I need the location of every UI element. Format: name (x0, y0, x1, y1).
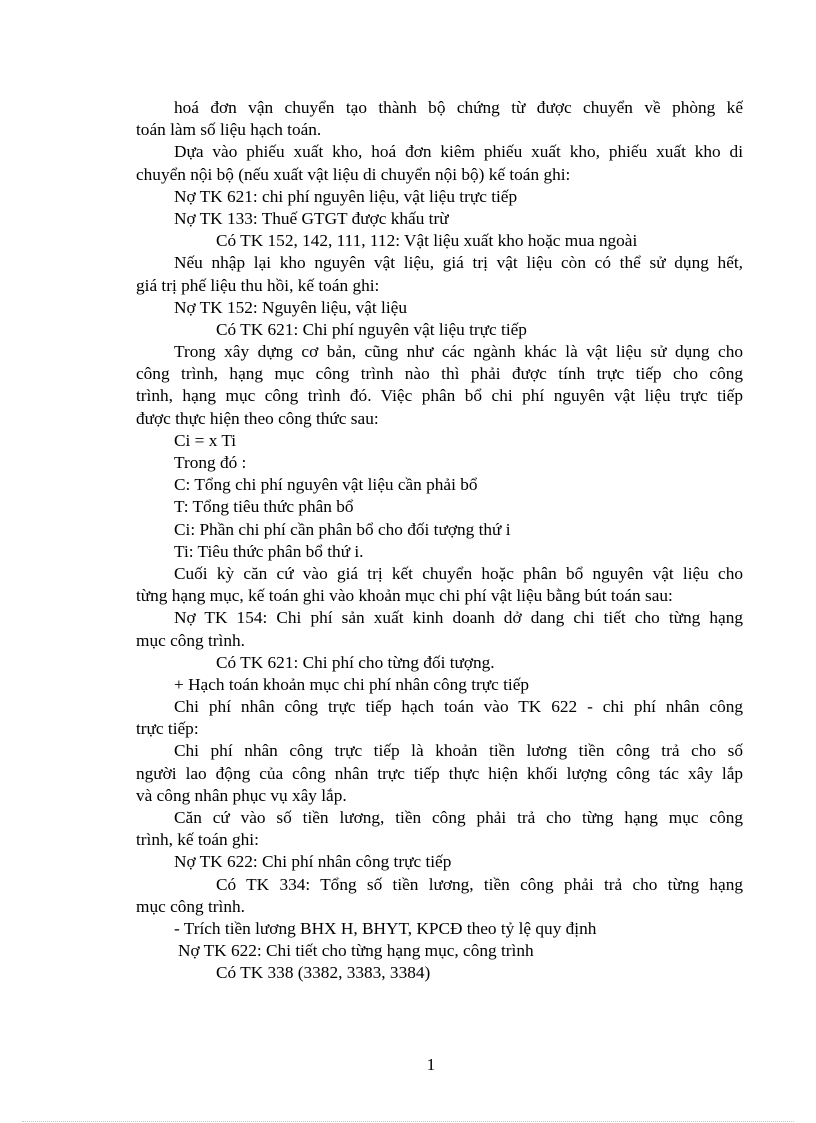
text-line: trình, kế toán ghi: (136, 830, 259, 850)
journal-entry-credit: Có TK 621: Chi phí cho từng đối tượng. (216, 652, 495, 672)
definition-line: C: Tổng chi phí nguyên vật liệu cần phải bổ (174, 475, 478, 495)
text-line: Căn cứ vào số tiền lương, tiền công phải trả cho từng hạng mục công (174, 808, 743, 827)
journal-entry-debit: Nợ TK 154: Chi phí sản xuất kinh doanh dở dang chi tiết cho từng hạng (174, 608, 743, 628)
definition-line: Ci: Phần chi phí cần phân bổ cho đối tượng thứ i (174, 519, 511, 539)
text-line: được thực hiện theo công thức sau: (136, 408, 379, 428)
text-line: chuyển nội bộ (nếu xuất vật liệu di chuyển nội bộ) kế toán ghi: (136, 164, 571, 184)
text-line: Chi phí nhân công trực tiếp là khoản tiền lương tiền công trả cho số (174, 741, 743, 761)
text-line: công trình, hạng mục công trình nào thì phải được tính trực tiếp cho công (136, 364, 743, 384)
journal-entry-debit: Nợ TK 621: chi phí nguyên liệu, vật liệu trực tiếp (174, 186, 518, 206)
journal-entry-credit: Có TK 621: Chi phí nguyên vật liệu trực tiếp (216, 319, 527, 339)
journal-entry-credit: Có TK 152, 142, 111, 112: Vật liệu xuất kho hoặc mua ngoài (216, 231, 638, 251)
text-line: và công nhân phục vụ xây lắp. (136, 785, 347, 805)
definition-line: Ti: Tiêu thức phân bổ thứ i. (174, 541, 364, 561)
page-bottom-divider (22, 1121, 794, 1122)
journal-entry-debit: Nợ TK 622: Chi phí nhân công trực tiếp (174, 852, 452, 872)
text-line: trình, hạng mục công trình đó. Việc phân bổ chi phí nguyên vật liệu trực tiếp (136, 386, 743, 406)
section-heading: + Hạch toán khoản mục chi phí nhân công trực tiếp (174, 674, 530, 694)
text-line: Dựa vào phiếu xuất kho, hoá đơn kiêm phiếu xuất kho, phiếu xuất kho di (174, 142, 743, 162)
text-line: Chi phí nhân công trực tiếp hạch toán vào TK 622 - chi phí nhân công (174, 697, 743, 717)
text-line: giá trị phế liệu thu hồi, kế toán ghi: (136, 275, 380, 295)
formula-line: Ci = x Ti (174, 430, 237, 450)
text-line: - Trích tiền lương BHX H, BHYT, KPCĐ theo tỷ lệ quy định (174, 918, 597, 938)
text-line: người lao động của công nhân trực tiếp thực hiện khối lượng công tác xây lắp (136, 763, 743, 783)
text-line: Cuối kỳ căn cứ vào giá trị kết chuyển hoặc phân bổ nguyên vật liệu cho (174, 563, 743, 583)
text-line: toán làm số liệu hạch toán. (136, 120, 322, 140)
text-line: từng hạng mục, kế toán ghi vào khoản mục chi phí vật liệu bằng bút toán sau: (136, 586, 673, 606)
text-line: Trong đó : (174, 453, 247, 472)
text-line: mục công trình. (136, 896, 245, 916)
definition-line: T: Tổng tiêu thức phân bổ (174, 497, 354, 517)
journal-entry-debit: Nợ TK 152: Nguyên liệu, vật liệu (174, 297, 407, 317)
text-line: mục công trình. (136, 630, 245, 650)
journal-entry-debit: Nợ TK 133: Thuế GTGT được khấu trừ (174, 208, 449, 228)
journal-entry-debit: Nợ TK 622: Chi tiết cho từng hạng mục, công trình (178, 941, 534, 961)
text-line: trực tiếp: (136, 719, 199, 739)
document-body (136, 97, 743, 985)
journal-entry-credit: Có TK 334: Tổng số tiền lương, tiền công phải trả cho từng hạng (216, 874, 743, 894)
text-line: Nếu nhập lại kho nguyên vật liệu, giá trị vật liệu còn có thể sử dụng hết, (174, 253, 743, 273)
text-line: Trong xây dựng cơ bản, cũng như các ngành khác là vật liệu sử dụng cho (174, 342, 743, 362)
text-line: hoá đơn vận chuyển tạo thành bộ chứng từ được chuyển về phòng kế (174, 98, 743, 117)
journal-entry-credit: Có TK 338 (3382, 3383, 3384) (216, 963, 431, 983)
page-number: 1 (426, 1055, 436, 1074)
